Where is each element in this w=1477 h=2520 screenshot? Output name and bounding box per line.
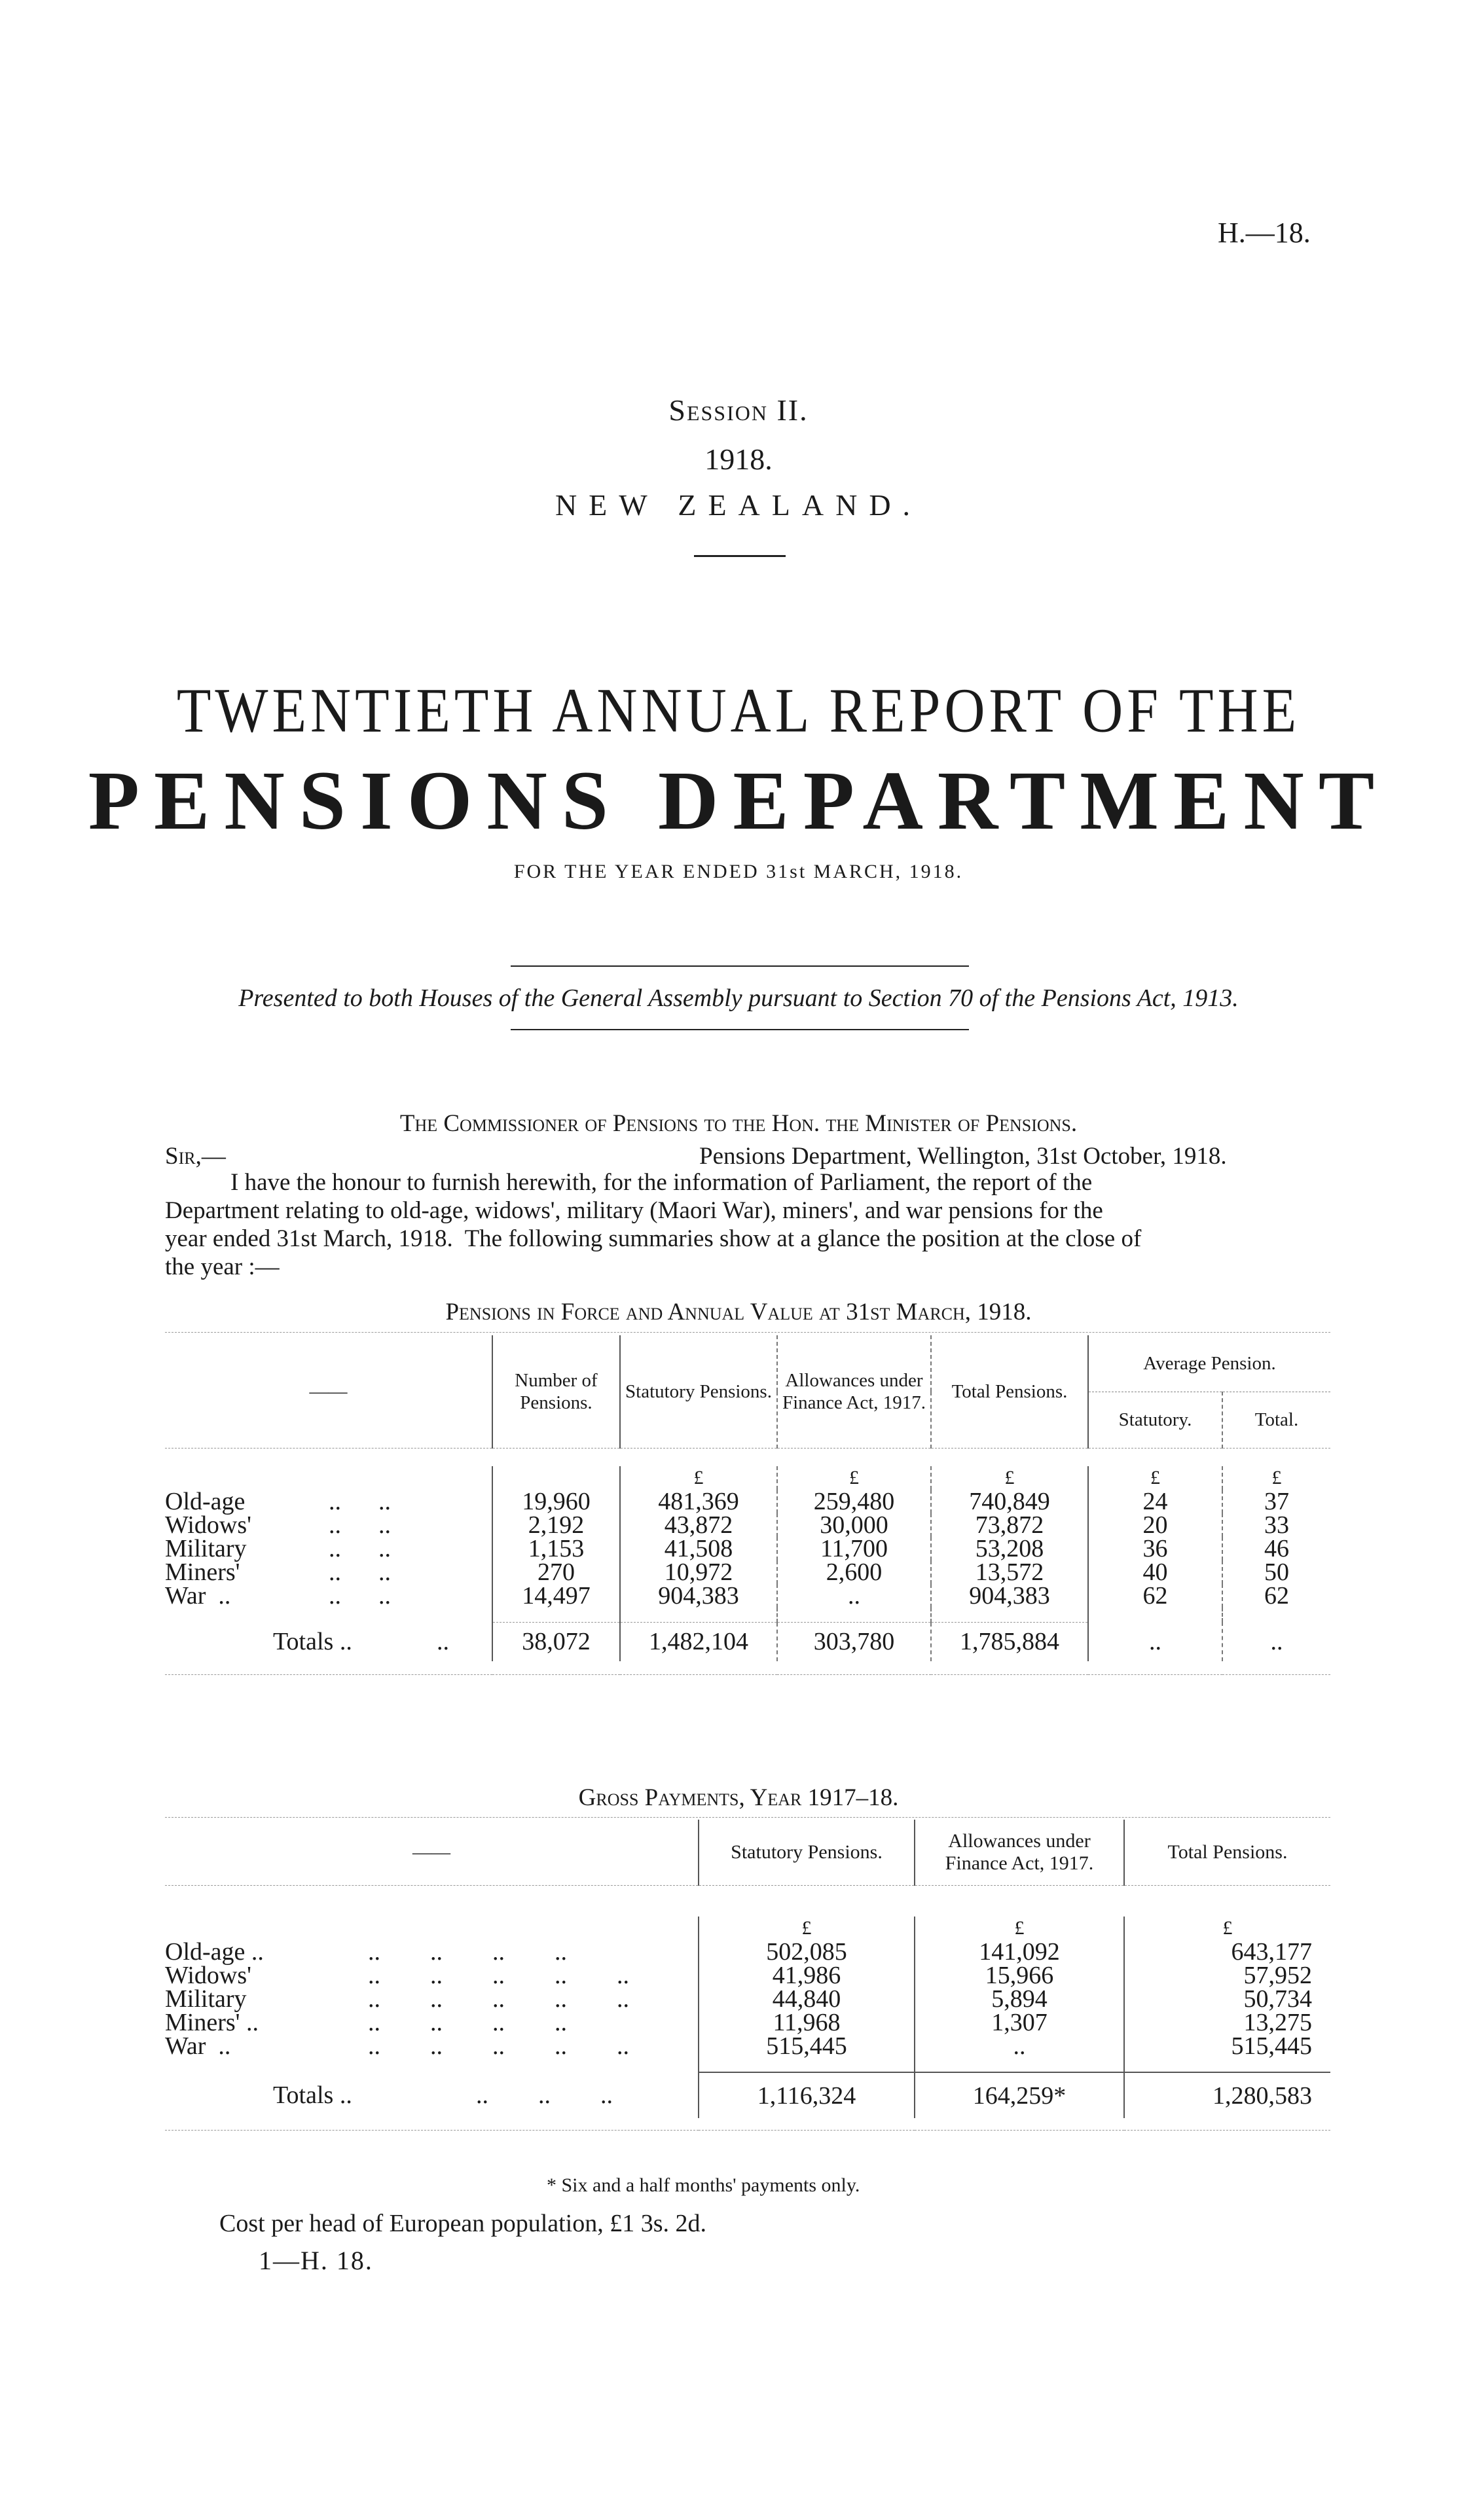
cell-statutory: 1,482,104 <box>620 1622 777 1661</box>
cell-statutory: 502,085 <box>699 1940 915 1964</box>
table1-title-text: Pensions in Force and Annual Value at 31st March, 1918. <box>445 1299 1032 1325</box>
cell-number: 1,153 <box>492 1537 620 1560</box>
table1-top-rule <box>165 1332 1330 1333</box>
table2-unit: £ <box>1124 1917 1330 1940</box>
cell-statutory: 515,445 <box>699 2034 915 2058</box>
row-dots: .. .. .. .. <box>368 1938 567 1966</box>
cell-allowances: 15,966 <box>915 1964 1124 1987</box>
cell-avg-total: 37 <box>1222 1490 1330 1513</box>
cell-statutory: 44,840 <box>699 1987 915 2011</box>
cost-per-head: Cost per head of European population, £1 3s. 2d. <box>219 2210 707 2237</box>
row-label: Miners' <box>165 1558 240 1586</box>
table-row <box>165 1964 1330 1987</box>
table1-header-average: Average Pension. <box>1088 1335 1330 1392</box>
cell-statutory: 10,972 <box>620 1560 777 1584</box>
cell-avg-statutory: 36 <box>1088 1537 1222 1560</box>
pensions-in-force-table <box>165 1335 1330 1675</box>
letter-body-3: year ended 31st March, 1918. The following summaries show at a glance the position at the close of <box>165 1225 1142 1252</box>
table-row <box>165 1987 1330 2011</box>
letter-sir: Sir,— <box>165 1143 226 1170</box>
cell-allowances: 5,894 <box>915 1987 1124 2011</box>
row-label: Widows' <box>165 1511 251 1539</box>
table-row-totals <box>165 1622 1330 1661</box>
letter-heading <box>0 1109 1477 1138</box>
cell-total: 1,785,884 <box>931 1622 1088 1661</box>
cell-statutory: 904,383 <box>620 1584 777 1608</box>
letter-body-4: the year :— <box>165 1253 280 1280</box>
totals-label: Totals .. <box>273 2081 352 2109</box>
cell-avg-statutory: 24 <box>1088 1490 1222 1513</box>
row-dots: .. .. .. .. .. <box>368 1985 629 2013</box>
row-dots: .. .. <box>329 1582 391 1610</box>
row-dots: .. .. <box>329 1535 391 1562</box>
cell-number: 38,072 <box>492 1622 620 1661</box>
cell-total: 643,177 <box>1124 1940 1330 1964</box>
cell-total: 50,734 <box>1124 1987 1330 2011</box>
row-dots: .. .. .. .. .. <box>368 1962 629 1989</box>
cell-statutory: 41,508 <box>620 1537 777 1560</box>
report-title-line2: PENSIONS DEPARTMENT <box>88 754 1389 847</box>
table2-header-allowances: Allowances under Finance Act, 1917. <box>915 1820 1124 1885</box>
totals-label: Totals .. <box>273 1628 352 1655</box>
row-dots: .. .. .. .. .. <box>368 2032 629 2060</box>
footnote: * Six and a half months' payments only. <box>547 2174 860 2196</box>
cell-avg-total: 46 <box>1222 1537 1330 1560</box>
table2-unit: £ <box>699 1917 915 1940</box>
cell-allowances: 164,259* <box>915 2072 1124 2118</box>
session-year: 1918. <box>704 442 773 476</box>
letter-body-2: Department relating to old-age, widows', military (Maori War), miners', and war pensions for the <box>165 1197 1103 1224</box>
letter-address: Pensions Department, Wellington, 31st October, 1918. <box>699 1143 1227 1170</box>
table-row <box>165 1560 1330 1584</box>
cell-allowances: 2,600 <box>777 1560 931 1584</box>
row-label: Old-age <box>165 1488 246 1515</box>
table1-unit: £ <box>620 1466 777 1490</box>
cell-statutory: 11,968 <box>699 2011 915 2034</box>
cell-total: 1,280,583 <box>1124 2072 1330 2118</box>
cell-statutory: 43,872 <box>620 1513 777 1537</box>
row-label: Military <box>165 1985 247 2013</box>
table1-header-allowances: Allowances under Finance Act, 1917. <box>777 1335 931 1448</box>
table-row <box>165 2011 1330 2034</box>
table1-unit: £ <box>1088 1466 1222 1490</box>
table1-unit: £ <box>1222 1466 1330 1490</box>
table1-header-avg-statutory: Statutory. <box>1088 1392 1222 1448</box>
cell-avg-total: 50 <box>1222 1560 1330 1584</box>
presented-line: Presented to both Houses of the General Assembly pursuant to Section 70 of the Pensions Act, 1913. <box>238 984 1239 1012</box>
row-dots: .. .. <box>329 1511 391 1539</box>
row-dots: .. .. <box>329 1558 391 1586</box>
cell-total: 57,952 <box>1124 1964 1330 1987</box>
table-row-totals <box>165 2072 1330 2118</box>
row-label: War .. <box>165 2032 231 2060</box>
table2-header-total: Total Pensions. <box>1124 1820 1330 1885</box>
letter-heading-text: The Commissioner of Pensions to the Hon. the Minister of Pensions. <box>399 1110 1078 1137</box>
title-divider-top <box>511 965 969 967</box>
table2-title-text: Gross Payments, Year 1917–18. <box>578 1784 899 1811</box>
cell-allowances: .. <box>777 1584 931 1608</box>
table1-header-total: Total Pensions. <box>931 1335 1088 1448</box>
row-label: Military <box>165 1535 247 1562</box>
cell-total: 515,445 <box>1124 2034 1330 2058</box>
row-label: War .. <box>165 1582 231 1610</box>
row-dots: .. .. .. <box>476 2081 613 2109</box>
table1-header-blank: —— <box>309 1380 348 1402</box>
cell-total: 740,849 <box>931 1490 1088 1513</box>
cell-statutory: 41,986 <box>699 1964 915 1987</box>
letter-body-1: I have the honour to furnish herewith, for the information of Parliament, the report of the <box>230 1169 1093 1196</box>
table1-title <box>0 1298 1477 1326</box>
cell-allowances: 259,480 <box>777 1490 931 1513</box>
table2-title <box>0 1784 1477 1812</box>
cell-allowances: 303,780 <box>777 1622 931 1661</box>
cell-statutory: 481,369 <box>620 1490 777 1513</box>
cell-allowances: .. <box>915 2034 1124 2058</box>
table-row <box>165 1940 1330 1964</box>
table-row <box>165 1490 1330 1513</box>
signature-mark: 1—H. 18. <box>259 2246 373 2275</box>
title-divider-bottom <box>511 1029 969 1030</box>
cell-avg-statutory: 40 <box>1088 1560 1222 1584</box>
gross-payments-table <box>165 1820 1330 2131</box>
cell-number: 2,192 <box>492 1513 620 1537</box>
cell-statutory: 1,116,324 <box>699 2072 915 2118</box>
cell-number: 270 <box>492 1560 620 1584</box>
table2-header-blank: —— <box>412 1841 450 1863</box>
table1-unit: £ <box>777 1466 931 1490</box>
row-label: Miners' .. <box>165 2009 259 2036</box>
table2-header-statutory: Statutory Pensions. <box>699 1820 915 1885</box>
table1-unit: £ <box>931 1466 1088 1490</box>
cell-total: 53,208 <box>931 1537 1088 1560</box>
session-line <box>0 393 1477 427</box>
cell-total: 73,872 <box>931 1513 1088 1537</box>
cell-avg-statutory: 20 <box>1088 1513 1222 1537</box>
table-row <box>165 1584 1330 1608</box>
table-row <box>165 2034 1330 2058</box>
cell-number: 14,497 <box>492 1584 620 1608</box>
cell-total: 904,383 <box>931 1584 1088 1608</box>
table1-header-number: Number of Pensions. <box>492 1335 620 1448</box>
table1-header-statutory: Statutory Pensions. <box>620 1335 777 1448</box>
table-row <box>165 1513 1330 1537</box>
page-ref: H.—18. <box>1218 217 1311 249</box>
table2-unit: £ <box>915 1917 1124 1940</box>
cell-avg-statutory: .. <box>1088 1622 1222 1661</box>
table1-header-avg-total: Total. <box>1222 1392 1330 1448</box>
table2-top-rule <box>165 1817 1330 1818</box>
table-row <box>165 1537 1330 1560</box>
cell-number: 19,960 <box>492 1490 620 1513</box>
session-text: Session II. <box>668 393 809 427</box>
cell-avg-total: 62 <box>1222 1584 1330 1608</box>
country-name: NEW ZEALAND. <box>555 488 922 522</box>
row-dots: .. <box>437 1628 449 1655</box>
cell-avg-total: 33 <box>1222 1513 1330 1537</box>
cell-total: 13,275 <box>1124 2011 1330 2034</box>
row-label: Old-age .. <box>165 1938 264 1966</box>
cell-allowances: 11,700 <box>777 1537 931 1560</box>
report-title-line1: TWENTIETH ANNUAL REPORT OF THE <box>176 675 1301 746</box>
cell-avg-statutory: 62 <box>1088 1584 1222 1608</box>
row-dots: .. .. <box>329 1488 391 1515</box>
cell-avg-total: .. <box>1222 1622 1330 1661</box>
cell-allowances: 141,092 <box>915 1940 1124 1964</box>
cell-allowances: 30,000 <box>777 1513 931 1537</box>
header-divider <box>694 555 786 557</box>
cell-allowances: 1,307 <box>915 2011 1124 2034</box>
report-subtitle: FOR THE YEAR ENDED 31st MARCH, 1918. <box>513 861 964 882</box>
row-label: Widows' <box>165 1962 251 1989</box>
row-dots: .. .. .. .. <box>368 2009 567 2036</box>
cell-total: 13,572 <box>931 1560 1088 1584</box>
